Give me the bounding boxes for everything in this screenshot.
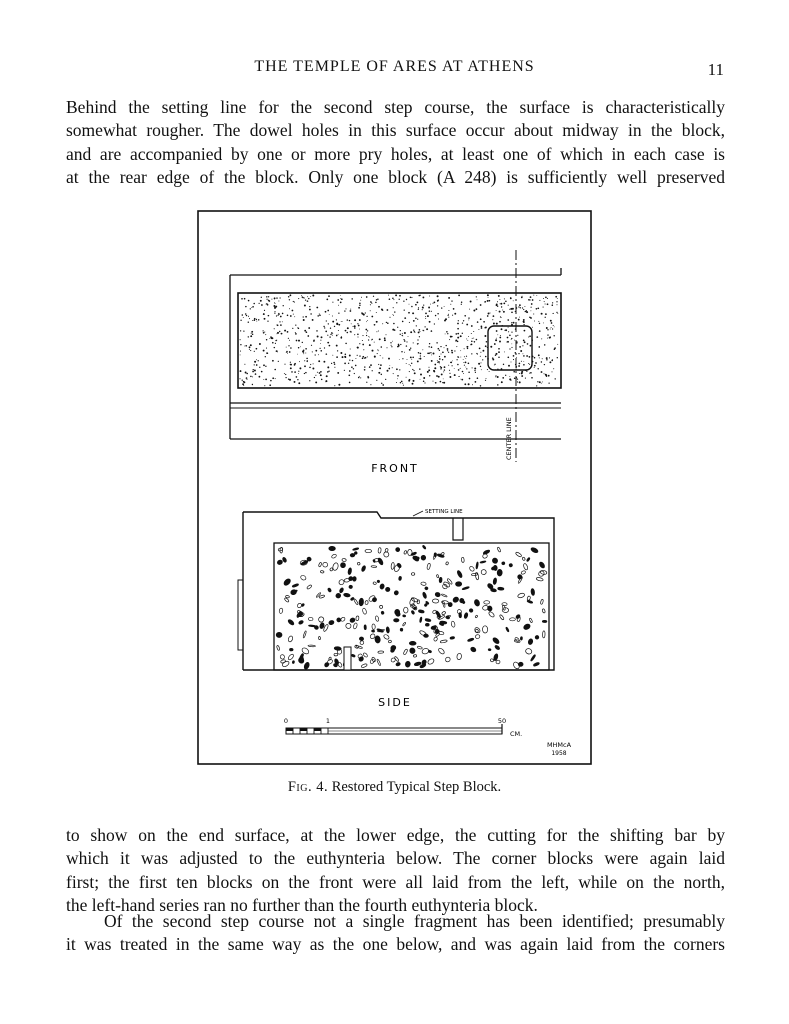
- pry-hole: [344, 647, 351, 670]
- front-stipple-texture: [239, 294, 558, 386]
- running-title: THE TEMPLE OF ARES AT ATHENS: [254, 58, 535, 75]
- scale-tick-50: 50: [497, 717, 507, 725]
- paragraph-line: it was treated in the same way as the one below, and was again laid from the corners: [66, 934, 725, 955]
- paragraph-line: at the rear edge of the block. Only one block (A 248) is sufficiently well preserved: [66, 166, 725, 187]
- paragraph-line: Behind the setting line for the second step course, the surface is characteristically: [66, 97, 725, 117]
- side-label: SIDE: [378, 696, 412, 709]
- paragraph-3: [66, 910, 725, 957]
- front-label: FRONT: [371, 462, 419, 475]
- front-face-panel: [238, 293, 561, 388]
- scale-bar: [284, 717, 522, 738]
- paragraph-1: [66, 96, 725, 189]
- paragraph-line: somewhat rougher. The dowel holes in this surface occur about midway in the block,: [66, 120, 725, 141]
- figure-caption: [0, 779, 789, 796]
- page-number: 11: [707, 60, 724, 79]
- side-blob-texture: [276, 545, 547, 670]
- drafter-initials: MHMcA: [546, 741, 572, 749]
- paragraph-line: which it was adjusted to the euthynteria below. The corner blocks were again laid: [66, 848, 725, 869]
- paragraph-line: and are accompanied by one or more pry holes, at least one of which in each case is: [66, 143, 725, 164]
- figure-caption-text: Restored Typical Step Block.: [331, 779, 502, 795]
- dowel-hole: [488, 326, 532, 370]
- scale-unit: CM.: [510, 730, 523, 738]
- drafter-year: 1958: [551, 750, 567, 757]
- front-view: [230, 250, 561, 475]
- center-line-label: CENTER LINE: [505, 417, 513, 460]
- paragraph-line: first; the first ten blocks on the front were all laid from the left, while on the north,: [66, 871, 725, 892]
- paragraph-line: the left-hand series ran no further than the fourth euthynteria block.: [66, 894, 538, 915]
- paragraph-line: Of the second step course not a single fragment has been identified; presumably: [104, 911, 725, 931]
- paragraph-line: to show on the end surface, at the lower edge, the cutting for the shifting bar by: [66, 825, 725, 845]
- scale-tick-1: 1: [325, 717, 331, 725]
- scale-tick-0: 0: [283, 717, 289, 725]
- paragraph-2: [66, 824, 725, 917]
- figure-frame: [198, 211, 591, 764]
- page-header: [0, 58, 789, 82]
- figure-number: Fig. 4.: [287, 779, 329, 795]
- figure-step-block: [197, 210, 593, 766]
- setting-line-notch: [453, 518, 463, 540]
- setting-line-label: SETTING LINE: [425, 509, 463, 515]
- side-view: [238, 509, 554, 709]
- figure-drawing: [197, 210, 593, 766]
